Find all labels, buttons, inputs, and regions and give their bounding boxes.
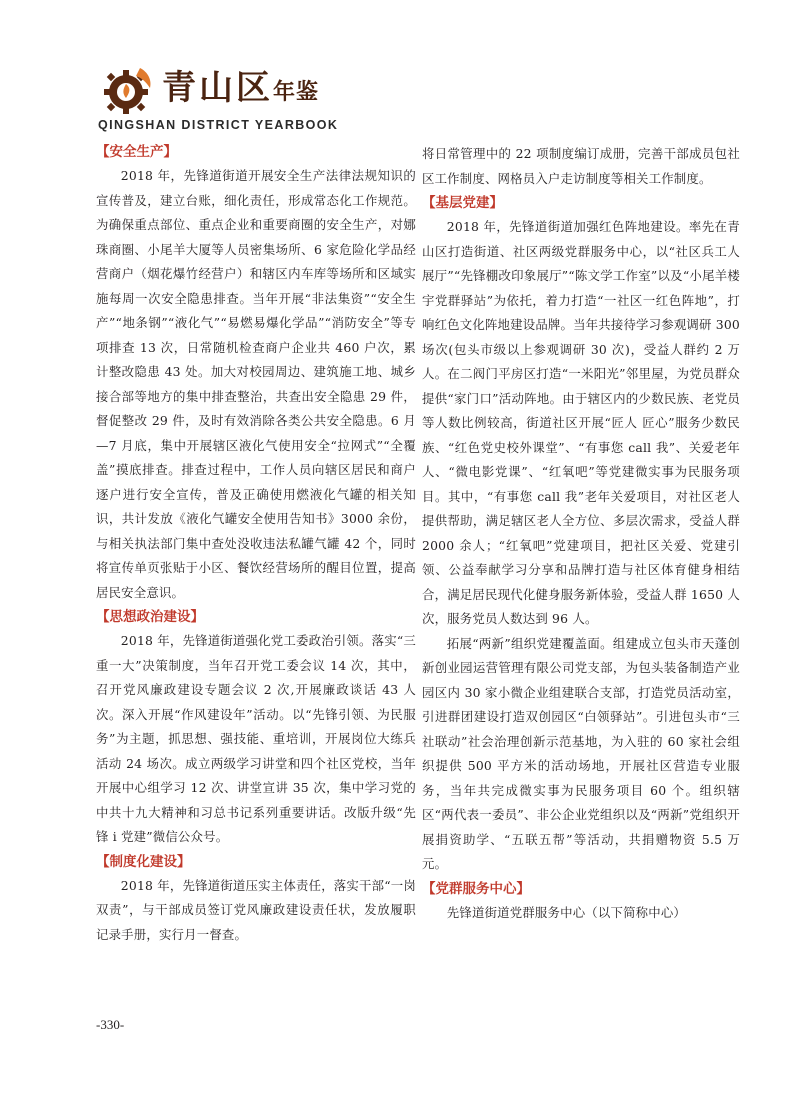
paragraph-party-building-2: 拓展“两新”组织党建覆盖面。组建成立包头市天蓬创新创业园运营管理有限公司党支部，为包头装备制造产业园区内 30 家小微企业组建联合支部，打造党员活动室，引进群团建设打造双创园区“白领驿站”。引进包头市“三社联动”社会治理创新示范基地，为入驻的 60 家社会组织提供 500 平方米的活动场地，开展社区营造专业服务，当年共完成微实事为民服务项目 60 个。组织辖区“两代表一委员”、非公企业党组织以及“两新”党组织开展捐资助学、“五联五帮”等活动，共捐赠物资 5.5 万元。 [422,635,740,871]
section-title-institution: 【制度化建设】 [96,853,191,870]
paragraph-party-building-1: 2018 年，先锋道街道加强红色阵地建设。率先在青山区打造街道、社区两级党群服务中心，以“社区兵工人展厅”“先锋棚改印象展厅”“陈文学工作室”以及“小尾羊楼宇党群驿站”为依托，着力打造“一社区一红色阵地”，打响红色文化阵地建设品牌。当年共接待学习参观调研 300 场次(包头市级以上参观调研 30 次)，受益人群约 2 万人。在二阀门平房区打造“一米阳光”邻里屋，为党员群众提供“家门口”活动阵地。由于辖区内的少数民族、老党员等人数比例较高，街道社区开展“匠人 匠心”服务少数民族、“红色党史校外课堂”、“有事您 call 我”、关爱老年人、“微电影党课”、“红氧吧”等党建微实事为民服务项目。其中，“有事您 call 我”老年关爱项目，对社区老人提供帮助，满足辖区老人全方位、多层次需求，受益人群 2000 余人；“红氧吧”党建项目，把社区关爱、党建引领、公益奉献学习分享和品牌打造与社区体育健身相结合，满足居民现代化健身服务新体验，受益人群 1650 人次，服务党员人数达到 96 人。 [422,219,740,626]
paragraph-ideology: 2018 年，先锋道街道强化党工委政治引领。落实“三重一大”决策制度，当年召开党工委会议 14 次，其中，召开党风廉政建设专题会议 2 次,开展廉政谈话 43 人次。深入开展“作风建设年”活动。以“先锋引领、为民服务”为主题，抓思想、强技能、重培训，开展岗位大练兵活动 24 场次。成立两级学习讲堂和四个社区党校，当年开展中心组学习 12 次、讲堂宣讲 35 次，集中学习党的中共十九大精神和习总书记系列重要讲话。改版升级“先锋 i 党建”微信公众号。 [96,633,416,844]
left-column [96,140,416,947]
gear-flame-logo-icon [96,62,160,118]
paragraph-continuation: 将日常管理中的 22 项制度编订成册，完善干部成员包社区工作制度、网格员入户走访制度等相关工作制度。 [422,146,740,186]
section-title-service-center: 【党群服务中心】 [422,880,530,897]
paragraph-safety: 2018 年，先锋道街道开展安全生产法律法规知识的宣传普及，建立台账，细化责任，形成常态化工作规范。为确保重点部位、重点企业和重要商圈的安全生产，对娜珠商圈、小尾羊大厦等人员密集场所、6 家危险化学品经营商户（烟花爆竹经营户）和辖区内车库等场所和区域实施每周一次安全隐患排查。当年开展“非法集资”“安全生产”“地条钢”“液化气”“易燃易爆化学品”“消防安全”等专项排查 13 次，日常随机检查商户企业共 460 户次，累计整改隐患 43 处。加大对校园周边、建筑施工地、城乡接合部等地方的集中排查整治，共查出安全隐患 29 件，督促整改 29 件，及时有效消除各类公共安全隐患。6 月—7 月底，集中开展辖区液化气使用安全“拉网式”“全覆盖”摸底排查。排查过程中，工作人员向辖区居民和商户逐户进行安全宣传，普及正确使用燃液化气罐的相关知识，共计发放《液化气罐安全使用告知书》3000 余份，与相关执法部门集中查处没收违法私罐气罐 42 个，同时将宣传单页张贴于小区、餐饮经营场所的醒目位置，提高居民安全意识。 [96,168,416,600]
section-title-safety: 【安全生产】 [96,144,177,160]
section-title-party-building: 【基层党建】 [422,195,503,211]
yearbook-subtitle-en: QINGSHAN DISTRICT YEARBOOK [98,118,339,132]
yearbook-title: 青山区年鉴 [162,68,320,108]
paragraph-service-center: 先锋道街道党群服务中心（以下简称中心） [446,904,687,920]
section-title-ideology: 【思想政治建设】 [96,609,204,625]
right-column [422,142,740,925]
page-number: -330- [96,1017,125,1032]
paragraph-institution: 2018 年，先锋道街道压实主体责任，落实干部“一岗双责”，与干部成员签订党风廉政建设责任状，发放履职记录手册，实行月一督查。 [96,877,416,942]
page-header [96,62,426,142]
